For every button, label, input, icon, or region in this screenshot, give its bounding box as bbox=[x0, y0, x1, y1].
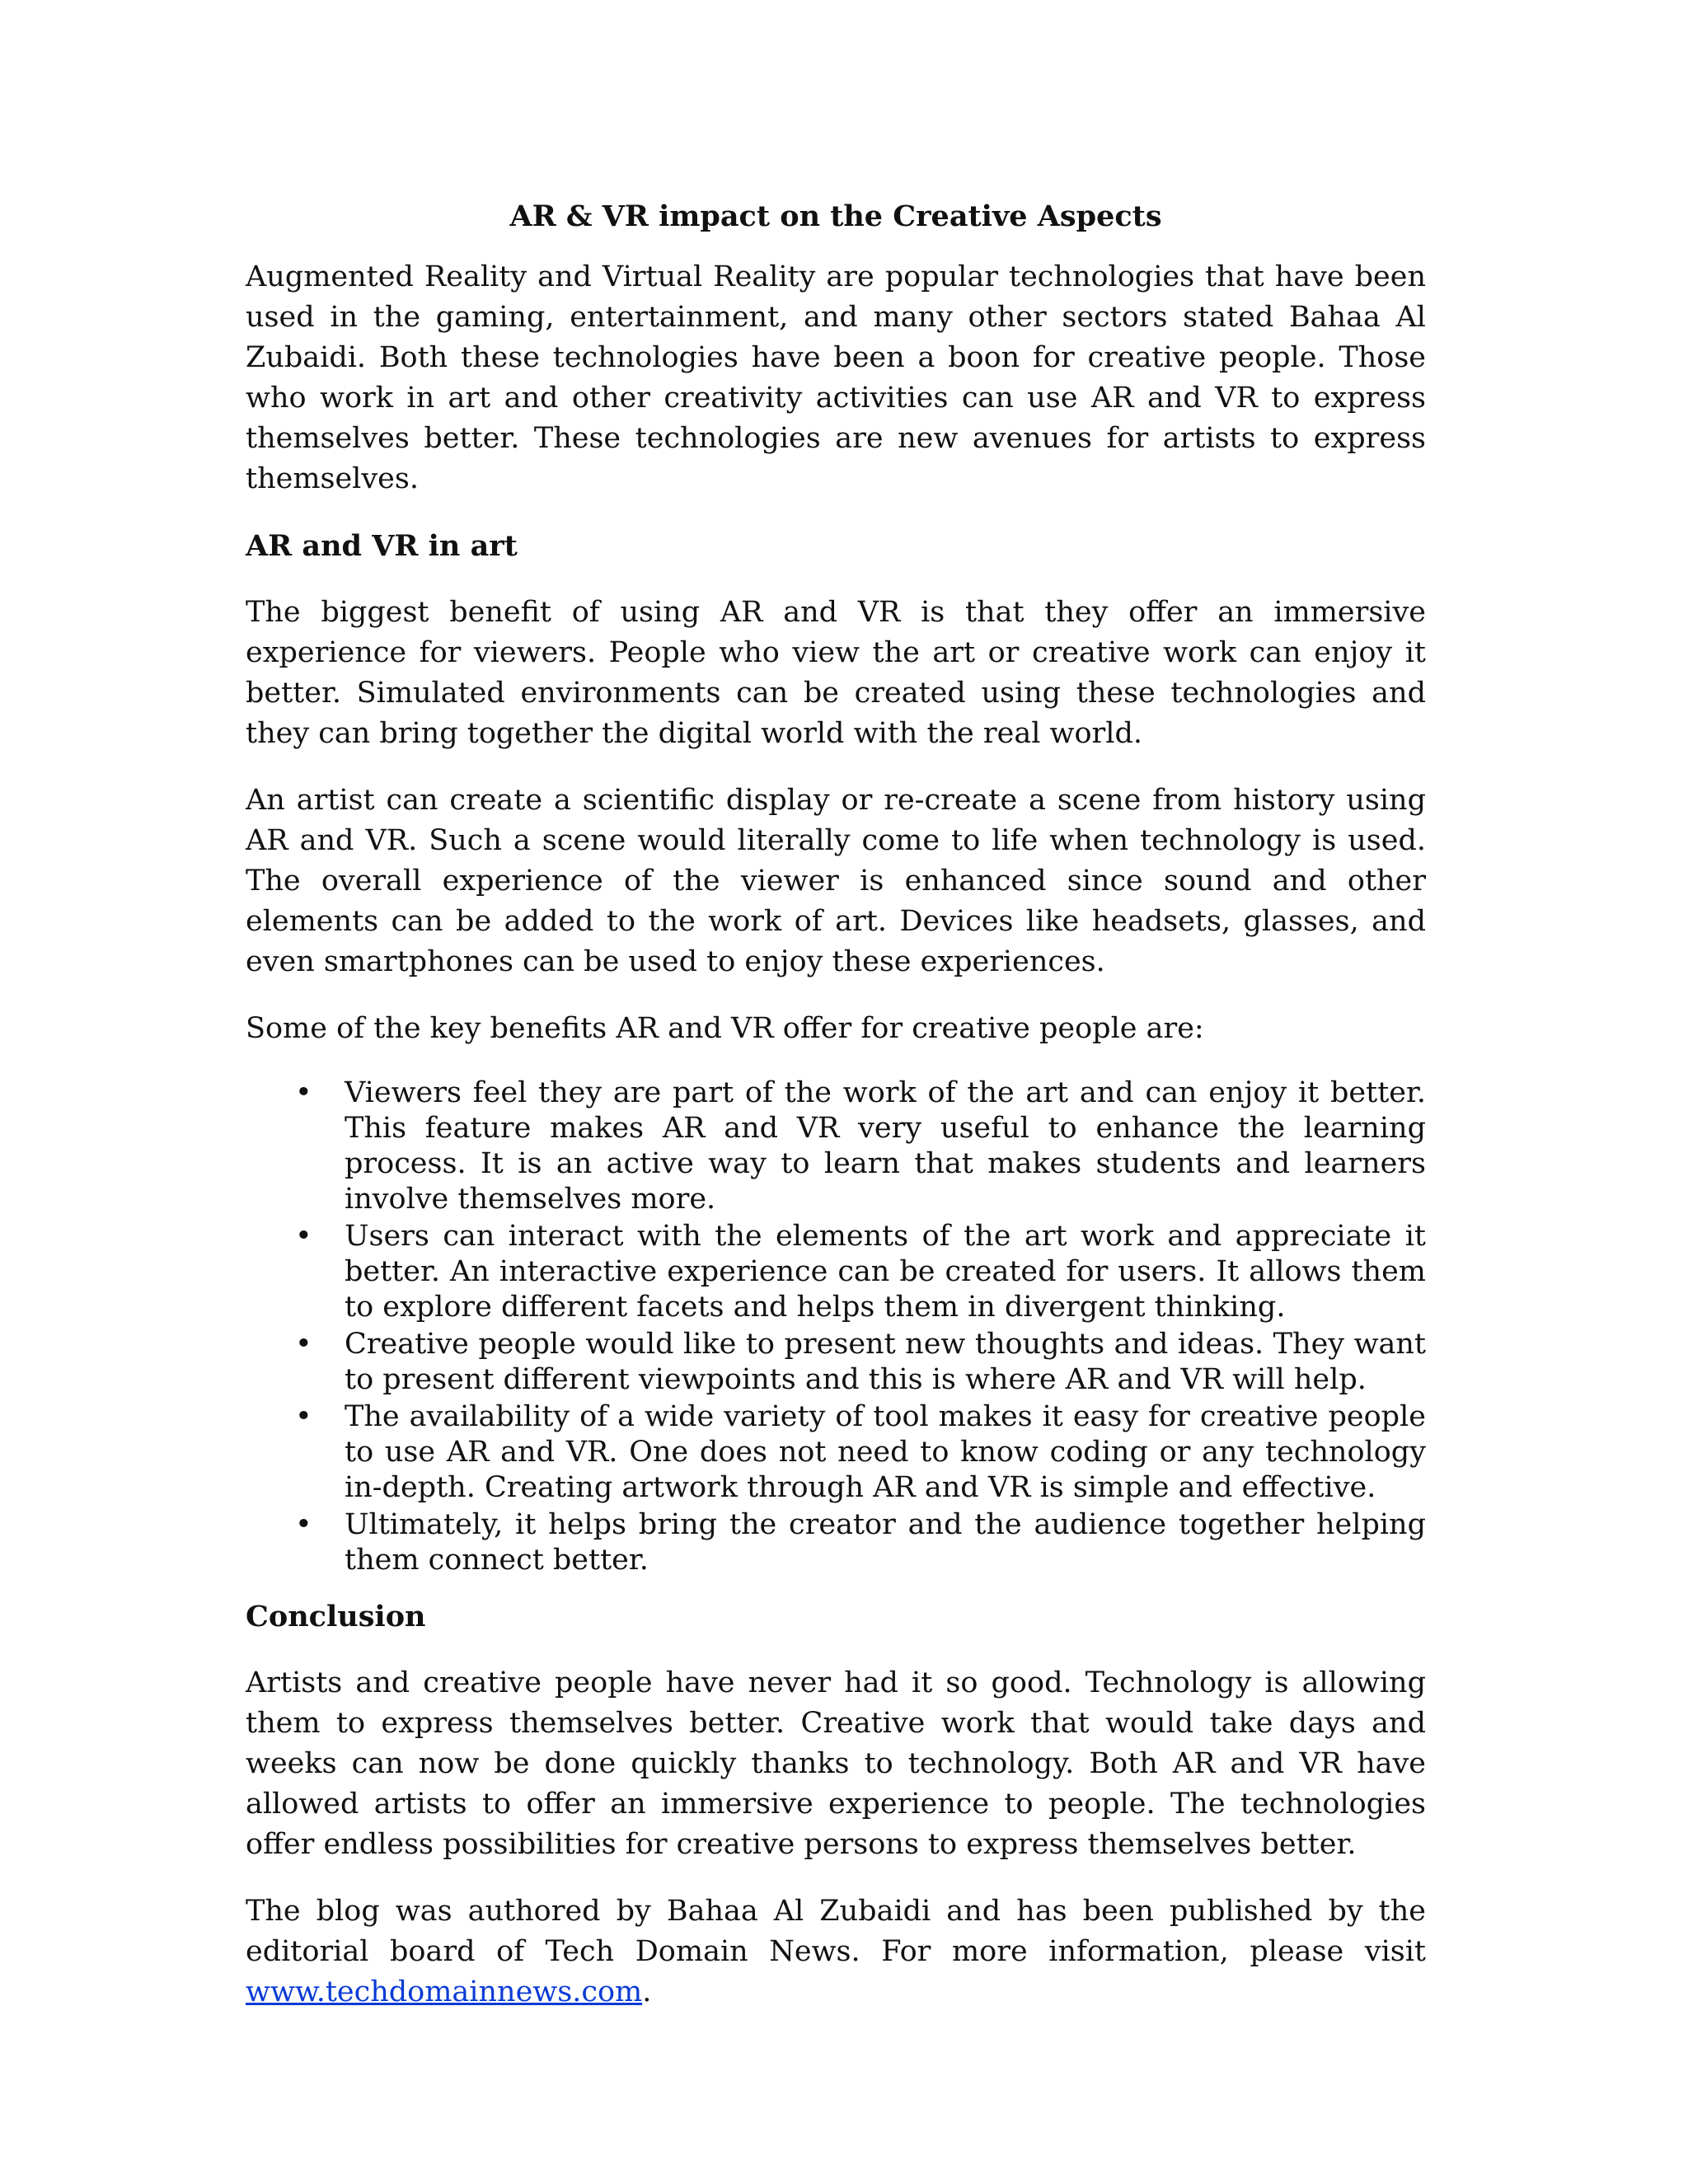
document-page bbox=[246, 196, 1426, 2039]
benefits-list bbox=[246, 1076, 1426, 1578]
bullet-icon: • bbox=[295, 1400, 312, 1433]
list-item bbox=[246, 1399, 1426, 1506]
benefits-intro: Some of the key benefits AR and VR offer for creative people are: bbox=[246, 1012, 1204, 1045]
closing-paragraph bbox=[246, 1891, 1426, 2013]
list-item bbox=[246, 1327, 1426, 1398]
bullet-icon: • bbox=[295, 1328, 312, 1361]
list-item-text: Viewers feel they are part of the work of the art and can enjoy it better. This feature makes AR and VR very useful to enhance the learning process. It is an active way to learn that makes students and learners involve themselves more. bbox=[345, 1076, 1426, 1216]
list-item-text: Ultimately, it helps bring the creator and the audience together helping them connect better. bbox=[345, 1508, 1426, 1577]
document-title: AR & VR impact on the Creative Aspects bbox=[509, 199, 1162, 233]
techdomainnews-link[interactable]: www.techdomainnews.com bbox=[246, 1975, 643, 2008]
section1-paragraph-1: The biggest benefit of using AR and VR is that they offer an immersive experience for viewers. People who view the art or creative work can enjoy it better. Simulated environments can be created using these technologies and they can bring together the digital world with the real world. bbox=[246, 596, 1426, 750]
section1-paragraph-2: An artist can create a scientific display or re-create a scene from history using AR and VR. Such a scene would literally come to life when technology is used. The overall experience of the viewer is enhanced since sound and other elements can be added to the work of art. Devices like headsets, glasses, and even smartphones can be used to enjoy these experiences. bbox=[246, 784, 1426, 978]
conclusion-heading: Conclusion bbox=[246, 1600, 426, 1633]
list-item bbox=[246, 1507, 1426, 1578]
bullet-icon: • bbox=[295, 1220, 312, 1253]
closing-period: . bbox=[642, 1975, 652, 2008]
list-item-text: The availability of a wide variety of tool makes it easy for creative people to use AR and VR. One does not need to know coding or any technology in-depth. Creating artwork through AR and VR is simple and effective. bbox=[345, 1400, 1426, 1504]
list-item bbox=[246, 1219, 1426, 1325]
bullet-icon: • bbox=[295, 1508, 312, 1541]
section-heading-ar-vr-in-art: AR and VR in art bbox=[246, 529, 518, 563]
closing-text: The blog was authored by Bahaa Al Zubaidi and has been published by the editorial board of Tech Domain News. For more information, please visit bbox=[246, 1895, 1426, 1968]
intro-paragraph: Augmented Reality and Virtual Reality are popular technologies that have been used in the gaming, entertainment, and many other sectors stated Bahaa Al Zubaidi. Both these technologies have been a boon for creative people. Those who work in art and other creativity activities can use AR and VR to express themselves better. These technologies are new avenues for artists to express themselves. bbox=[246, 260, 1426, 495]
bullet-icon: • bbox=[295, 1076, 312, 1109]
list-item-text: Users can interact with the elements of the art work and appreciate it better. An interactive experience can be created for users. It allows them to explore different facets and helps them in divergent thinking. bbox=[345, 1220, 1426, 1324]
list-item bbox=[246, 1076, 1426, 1217]
list-item-text: Creative people would like to present new thoughts and ideas. They want to present different viewpoints and this is where AR and VR will help. bbox=[345, 1328, 1426, 1396]
conclusion-paragraph: Artists and creative people have never had it so good. Technology is allowing them to express themselves better. Creative work that would take days and weeks can now be done quickly thanks to technology. Both AR and VR have allowed artists to offer an immersive experience to people. The technologies offer endless possibilities for creative persons to express themselves better. bbox=[246, 1666, 1426, 1861]
